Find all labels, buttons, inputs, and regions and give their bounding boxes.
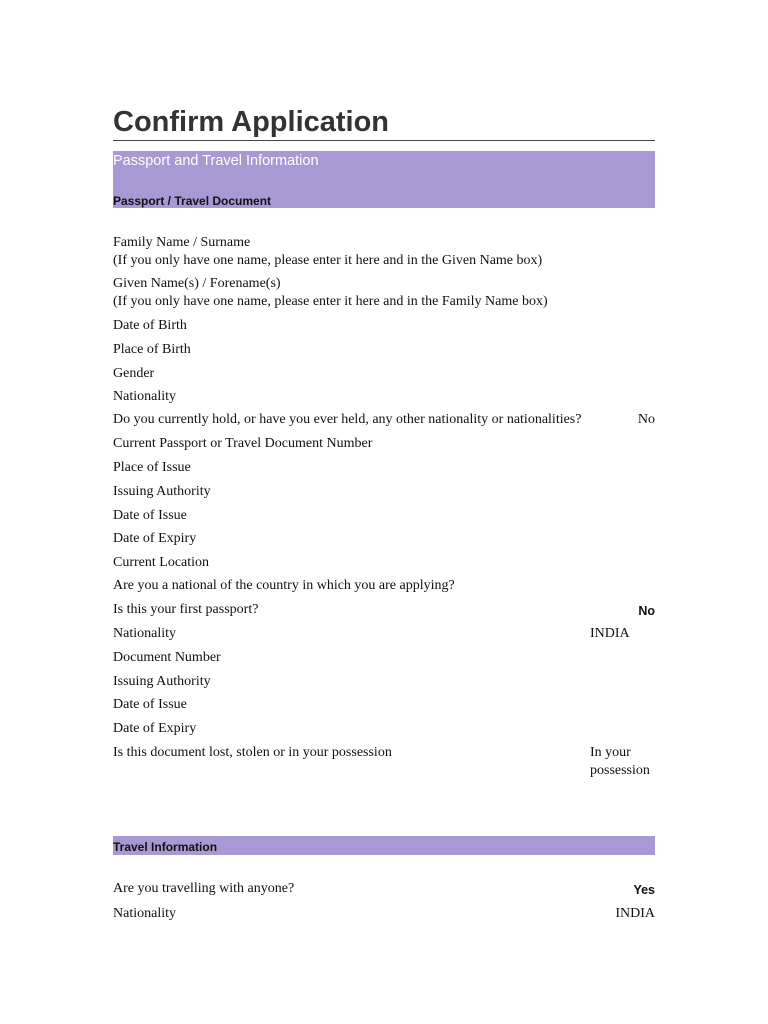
- field-note: (If you only have one name, please enter it here and in the Given Name box): [113, 253, 543, 268]
- field-label: Nationality: [113, 389, 176, 404]
- form-row: [113, 744, 655, 778]
- form-row: [113, 696, 655, 714]
- field-label: Date of Issue: [113, 697, 187, 712]
- travel-subheading: Travel Information: [113, 840, 218, 854]
- form-row: [113, 275, 655, 311]
- field-label: Nationality: [113, 626, 176, 641]
- field-label: Place of Issue: [113, 460, 191, 475]
- form-row: [113, 459, 655, 477]
- field-label: Issuing Authority: [113, 674, 211, 689]
- field-label: Is this your first passport?: [113, 602, 259, 617]
- form-row: [113, 625, 655, 643]
- form-row: [113, 411, 655, 429]
- form-row: [113, 880, 655, 898]
- field-label: Gender: [113, 366, 155, 381]
- form-row: [113, 649, 655, 667]
- field-label: Nationality: [113, 906, 176, 921]
- field-value: In your possession: [590, 745, 650, 778]
- field-note: (If you only have one name, please enter it here and in the Family Name box): [113, 294, 548, 309]
- field-label: Document Number: [113, 650, 221, 665]
- field-value: INDIA: [615, 906, 655, 921]
- form-row: [113, 720, 655, 738]
- field-label: Date of Issue: [113, 508, 187, 523]
- form-row: [113, 507, 655, 525]
- form-row: [113, 234, 655, 270]
- field-label: Are you travelling with anyone?: [113, 881, 295, 896]
- field-label: Current Location: [113, 555, 210, 570]
- section-heading: Passport and Travel Information: [113, 153, 319, 169]
- page-title: Confirm Application: [113, 106, 390, 138]
- form-row: [113, 577, 655, 595]
- field-label: Is this document lost, stolen or in your possession: [113, 745, 392, 760]
- form-row: [113, 601, 655, 619]
- field-label: Are you a national of the country in which you are applying?: [113, 578, 455, 593]
- field-value: No: [638, 604, 655, 618]
- form-row: [113, 673, 655, 691]
- title-rule: [113, 140, 655, 141]
- field-label: Date of Expiry: [113, 531, 197, 546]
- field-value: Yes: [633, 883, 655, 897]
- form-row: [113, 483, 655, 501]
- form-row: [113, 905, 655, 923]
- form-row: [113, 435, 655, 453]
- field-label: Family Name / Surname: [113, 235, 251, 250]
- form-row: [113, 388, 655, 406]
- field-label: Do you currently hold, or have you ever held, any other nationality or nationalities?: [113, 412, 582, 427]
- field-label: Date of Expiry: [113, 721, 197, 736]
- field-label: Current Passport or Travel Document Number: [113, 436, 373, 451]
- form-row: [113, 341, 655, 359]
- form-row: [113, 317, 655, 335]
- field-label: Issuing Authority: [113, 484, 211, 499]
- form-row: [113, 554, 655, 572]
- passport-subheading: Passport / Travel Document: [113, 194, 272, 208]
- field-label: Given Name(s) / Forename(s): [113, 276, 281, 291]
- field-label: Place of Birth: [113, 342, 191, 357]
- field-label: Date of Birth: [113, 318, 187, 333]
- field-value: INDIA: [590, 626, 630, 641]
- form-row: [113, 530, 655, 548]
- field-value: No: [637, 412, 655, 427]
- form-row: [113, 365, 655, 383]
